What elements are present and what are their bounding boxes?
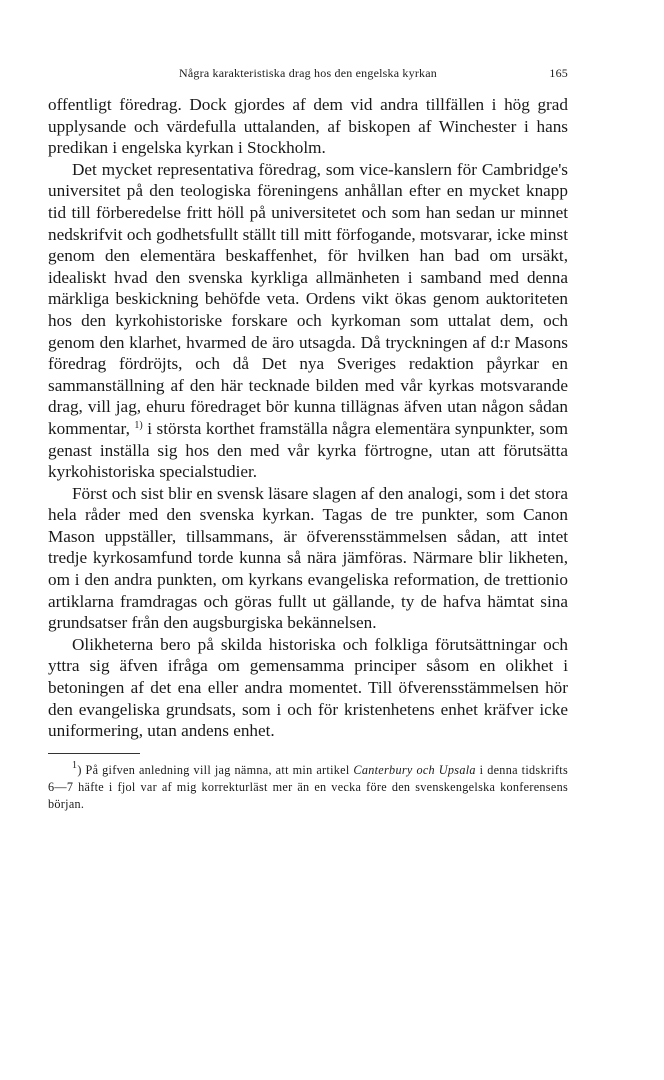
footnote-text: På gifven anledning vill jag nämna, att min artikel	[81, 762, 354, 777]
paragraph-differences: Olikheterna bero på skilda historiska och folkliga förutsättningar och yttra sig äfven ifråga om gemensamma principer såsom en olikhet i betoningen af det ena eller andra momentet. Till öfverensstämmelsen hör den evangeliska grundsats, som i och för kristenhetens enhet kräfver icke uniformering, utan andens enhet.	[48, 634, 568, 741]
running-head	[48, 66, 568, 86]
footnote-marker: 1	[72, 759, 78, 771]
paragraph-analogy: Först och sist blir en svensk läsare slagen af den analogi, som i det stora hela råder med den svenska kyrkan. Tagas de tre punkter, som Canon Mason uppställer, tillsammans, är öfverensstämmelsen sådan, att intet tredje kyrkosamfund torde kunna så nära jämföras. Närmare blir likheten, om i den andra punkten, om kyrkans evangeliska reformation, de trettionio artiklarna framdragas och göras fullt ut gällande, ty de hafva hämtat sina grundsatser från den augsburgiska bekännelsen.	[48, 483, 568, 633]
body-text	[48, 94, 568, 742]
footnote-article-title: Canterbury och Upsala	[353, 762, 476, 777]
footnote: $^1$) På gifven anledning vill jag nämna, att min artikel Canterbury och Upsala i denna tidskrifts 6—7 häfte i fjol var af mig korrekturläst mer än en vecka före den svenskengelska konferensens början.	[48, 759, 568, 811]
page	[48, 66, 568, 813]
footnote-divider	[48, 753, 140, 754]
paragraph-continued: offentligt föredrag. Dock gjordes af dem vid andra tillfällen i hög grad upplysande och värdefulla uttalanden, af biskopen af Winchester i hans predikan i engelska kyrkan i Stockholm.	[48, 95, 568, 158]
page-number: 165	[549, 66, 568, 80]
paragraph-text: Det mycket representativa föredrag, som vice-kanslern för Cambridge's universitet på den teologiska föreningens anhållan efter en mycket knapp tid till förberedelse fritt höll på universitetet och som han sedan ur minnet nedskrifvit och godhetsfullt ställt till mitt förfogande, motsvarar, icke minst genom den elementära beskaffenhet, för hvilken han bad om ursäkt, idealiskt hvad den svenska kyrkliga allmänheten i samband med denna märkliga beskickning behöfde veta. Ordens vikt ökas genom auktoriteten hos den kyrkohistoriske forskare och kyrkoman som uttalat dem, och genom den klarhet, hvarmed de äro utsagda. Då tryckningen af d:r Masons föredrag fördröjts, och då Det nya Sveriges redaktion påyrkar en sammanställning af den här tecknade bilden med vår kyrkas motsvarande drag, vill jag, ehuru föredraget bör kunna tillägnas äfven utan någon sådan kommentar,	[48, 159, 568, 438]
running-head-title: Några karakteristiska drag hos den engelska kyrkan	[179, 66, 437, 80]
footnote-text: i denna tidskrifts 6—7 häfte i fjol var af mig korrekturläst mer än en vecka före den svenskengelska konferensens början.	[48, 762, 568, 811]
paragraph-vice-chancellor	[48, 159, 568, 483]
paragraph-text: i största korthet framställa några elementära synpunkter, som genast inställa sig hos den med vår kyrka förtrogne, utan att förutsätta kyrkohistoriska specialstudier.	[48, 418, 568, 482]
footnote-reference: 1)	[134, 419, 143, 431]
